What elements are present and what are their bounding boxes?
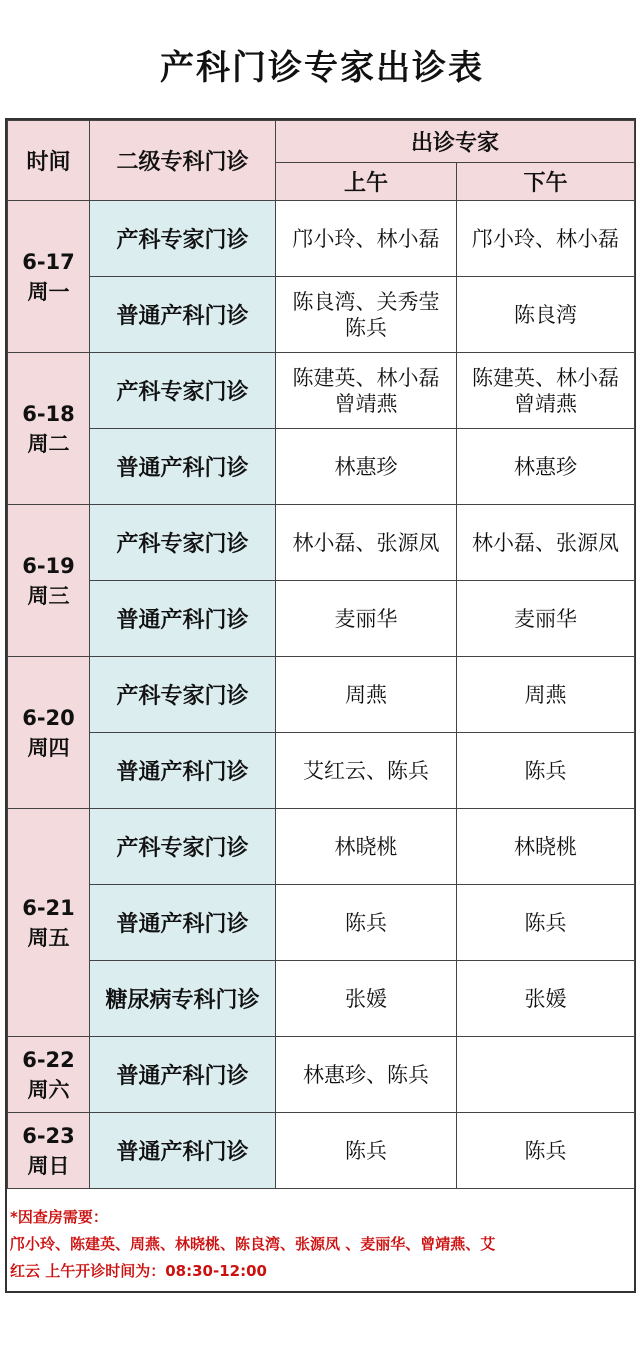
date-label: 6-22 bbox=[22, 1047, 75, 1072]
doctor-names: 林惠珍 bbox=[334, 454, 398, 479]
date-label: 6-23 bbox=[22, 1123, 75, 1148]
date-cell bbox=[8, 809, 90, 1037]
date-label: 6-19 bbox=[22, 553, 75, 578]
schedule-row bbox=[8, 657, 635, 733]
dept-cell: 普通产科门诊 bbox=[90, 885, 276, 961]
doctor-names: 林晓桃 bbox=[514, 834, 577, 859]
am-doctors-cell bbox=[276, 429, 457, 505]
doctor-names: 邝小玲、林小磊 bbox=[472, 226, 619, 251]
pm-doctors-cell bbox=[457, 201, 635, 277]
pm-doctors-cell bbox=[457, 429, 635, 505]
dept-cell: 产科专家门诊 bbox=[90, 657, 276, 733]
schedule-row bbox=[8, 201, 635, 277]
pm-doctors-cell bbox=[457, 1113, 635, 1189]
schedule-table bbox=[7, 120, 635, 1189]
date-label: 6-20 bbox=[22, 705, 75, 730]
doctor-names: 麦丽华 bbox=[514, 606, 577, 631]
doctor-names: 陈建英、林小磊 bbox=[292, 365, 440, 390]
doctor-names: 曾靖燕 bbox=[514, 391, 577, 416]
am-doctors-cell bbox=[276, 809, 457, 885]
header-dept: 二级专科门诊 bbox=[90, 121, 276, 201]
pm-doctors-cell bbox=[457, 277, 635, 353]
schedule-row bbox=[8, 505, 635, 581]
am-doctors-cell bbox=[276, 733, 457, 809]
doctor-names: 陈建英、林小磊 bbox=[472, 365, 619, 390]
date-label: 6-17 bbox=[22, 249, 75, 274]
schedule-row bbox=[8, 353, 635, 429]
schedule-table-frame bbox=[5, 118, 636, 1293]
doctor-names: 曾靖燕 bbox=[334, 391, 398, 416]
schedule-row bbox=[8, 961, 635, 1037]
dept-cell: 产科专家门诊 bbox=[90, 505, 276, 581]
doctor-names: 陈兵 bbox=[345, 1138, 387, 1163]
dept-cell: 普通产科门诊 bbox=[90, 733, 276, 809]
doctor-names: 麦丽华 bbox=[334, 606, 398, 631]
am-doctors-cell bbox=[276, 1113, 457, 1189]
dept-cell: 普通产科门诊 bbox=[90, 1037, 276, 1113]
am-doctors-cell bbox=[276, 505, 457, 581]
am-doctors-cell bbox=[276, 353, 457, 429]
dept-cell: 产科专家门诊 bbox=[90, 201, 276, 277]
dept-cell: 糖尿病专科门诊 bbox=[90, 961, 276, 1037]
doctor-names: 陈良湾 bbox=[514, 302, 577, 327]
pm-doctors-cell bbox=[457, 733, 635, 809]
footnote bbox=[10, 1204, 630, 1285]
schedule-row bbox=[8, 1113, 635, 1189]
schedule-row bbox=[8, 733, 635, 809]
doctor-names: 陈兵 bbox=[345, 910, 387, 935]
schedule-row bbox=[8, 885, 635, 961]
am-doctors-cell bbox=[276, 961, 457, 1037]
date-cell bbox=[8, 201, 90, 353]
pm-doctors-cell bbox=[457, 885, 635, 961]
header-experts: 出诊专家 bbox=[276, 121, 635, 163]
date-cell bbox=[8, 1037, 90, 1113]
pm-doctors-cell bbox=[457, 353, 635, 429]
am-doctors-cell bbox=[276, 885, 457, 961]
dept-cell: 普通产科门诊 bbox=[90, 1113, 276, 1189]
weekday-label: 周日 bbox=[27, 1153, 70, 1178]
date-cell bbox=[8, 657, 90, 809]
dept-cell: 普通产科门诊 bbox=[90, 581, 276, 657]
dept-cell: 普通产科门诊 bbox=[90, 277, 276, 353]
am-doctors-cell bbox=[276, 201, 457, 277]
schedule-row bbox=[8, 1037, 635, 1113]
footnote-line-1: *因查房需要： bbox=[10, 1208, 108, 1226]
dept-cell: 产科专家门诊 bbox=[90, 353, 276, 429]
doctor-names: 周燕 bbox=[524, 682, 567, 707]
date-label: 6-21 bbox=[22, 895, 75, 920]
header-time: 时间 bbox=[8, 121, 90, 201]
doctor-names: 张媛 bbox=[345, 986, 387, 1011]
pm-doctors-cell bbox=[457, 581, 635, 657]
weekday-label: 周五 bbox=[27, 925, 70, 950]
footnote-line-2: 邝小玲、陈建英、周燕、林晓桃、陈良湾、张源凤 、麦丽华、曾靖燕、艾 bbox=[10, 1235, 496, 1253]
doctor-names: 周燕 bbox=[345, 682, 387, 707]
doctor-names: 陈兵 bbox=[524, 1138, 567, 1163]
am-doctors-cell bbox=[276, 277, 457, 353]
schedule-row bbox=[8, 581, 635, 657]
dept-cell: 普通产科门诊 bbox=[90, 429, 276, 505]
am-doctors-cell bbox=[276, 581, 457, 657]
doctor-names: 陈良湾、关秀莹 bbox=[292, 289, 440, 314]
footnote-line-3: 红云 上午开诊时间为：08:30-12:00 bbox=[10, 1262, 267, 1280]
pm-doctors-cell bbox=[457, 809, 635, 885]
pm-doctors-cell bbox=[457, 657, 635, 733]
page-title: 产科门诊专家出诊表 bbox=[160, 48, 484, 88]
doctor-names: 林晓桃 bbox=[334, 834, 398, 859]
doctor-names: 陈兵 bbox=[524, 910, 567, 935]
pm-doctors-cell bbox=[457, 505, 635, 581]
weekday-label: 周六 bbox=[27, 1077, 70, 1102]
doctor-names: 林惠珍、陈兵 bbox=[303, 1062, 429, 1087]
weekday-label: 周三 bbox=[27, 583, 70, 608]
doctor-names: 林小磊、张源凤 bbox=[292, 530, 440, 555]
doctor-names: 林惠珍 bbox=[514, 454, 577, 479]
header-am: 上午 bbox=[276, 163, 457, 201]
pm-doctors-cell bbox=[457, 961, 635, 1037]
date-cell bbox=[8, 353, 90, 505]
schedule-row bbox=[8, 429, 635, 505]
doctor-names: 艾红云、陈兵 bbox=[303, 758, 429, 783]
pm-doctors-cell bbox=[457, 1037, 635, 1113]
weekday-label: 周四 bbox=[27, 735, 70, 760]
header-pm: 下午 bbox=[457, 163, 635, 201]
schedule-row bbox=[8, 809, 635, 885]
am-doctors-cell bbox=[276, 657, 457, 733]
weekday-label: 周二 bbox=[27, 431, 70, 456]
weekday-label: 周一 bbox=[27, 279, 70, 304]
doctor-names: 林小磊、张源凤 bbox=[472, 530, 619, 555]
doctor-names: 邝小玲、林小磊 bbox=[292, 226, 440, 251]
schedule-body bbox=[8, 201, 635, 1189]
schedule-row bbox=[8, 277, 635, 353]
date-label: 6-18 bbox=[22, 401, 75, 426]
date-cell bbox=[8, 505, 90, 657]
am-doctors-cell bbox=[276, 1037, 457, 1113]
doctor-names: 陈兵 bbox=[345, 315, 387, 340]
dept-cell: 产科专家门诊 bbox=[90, 809, 276, 885]
date-cell bbox=[8, 1113, 90, 1189]
doctor-names: 张媛 bbox=[524, 986, 567, 1011]
doctor-names: 陈兵 bbox=[524, 758, 567, 783]
